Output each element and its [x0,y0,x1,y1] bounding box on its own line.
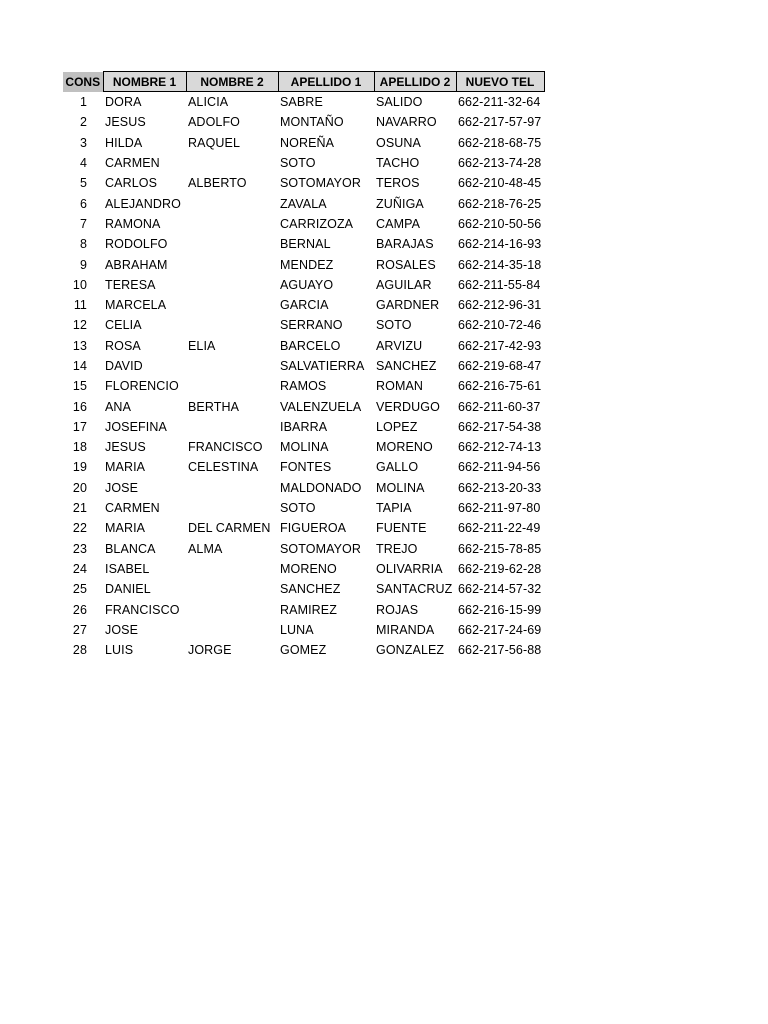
cell-nombre-1: CARMEN [105,501,160,516]
cell-apellido-2: CAMPA [376,216,421,231]
cell-nuevo-tel: 662-218-76-25 [458,196,542,211]
cell-apellido-1: SOTO [280,156,316,171]
cell-apellido-1: LUNA [280,622,314,637]
cell-cons: 18 [72,440,87,455]
cell-cons: 24 [72,561,87,576]
cell-apellido-1: BERNAL [280,237,331,252]
table-row [63,417,544,437]
cell-apellido-2: BARAJAS [376,237,434,252]
cell-apellido-2: SALIDO [376,95,423,110]
cell-nombre-2 [186,234,278,254]
cell-cons: 11 [73,298,87,313]
cell-apellido-2: OSUNA [376,135,421,150]
cell-nombre-2: ALMA [188,541,223,556]
cell-apellido-1: SOTO [280,501,316,516]
cell-nombre-1: LUIS [105,643,134,658]
table-row [63,336,544,356]
cell-apellido-2: TREJO [376,541,418,556]
cell-nuevo-tel: 662-219-68-47 [458,359,542,373]
cell-nombre-1: JOSE [105,622,139,637]
table-row [63,234,544,254]
cell-cons: 21 [72,501,87,516]
cell-cons: 1 [79,94,87,109]
table-row [63,539,544,559]
table-row [63,498,544,518]
cell-nombre-2: BERTHA [188,399,240,414]
cell-cons: 25 [72,582,87,597]
cell-cons: 26 [72,602,87,617]
cell-apellido-2: ARVIZU [376,338,423,353]
table-row [63,133,544,153]
cell-nombre-2 [186,254,278,274]
cell-nuevo-tel: 662-214-16-93 [458,237,542,252]
header-cons: CONS [63,72,103,92]
cell-nombre-1: HILDA [105,135,143,150]
cell-nuevo-tel: 662-214-57-32 [458,582,542,597]
cell-nuevo-tel: 662-218-68-75 [458,135,542,150]
table-row [63,599,544,619]
table-row [63,112,544,132]
cell-nombre-1: RODOLFO [105,237,168,252]
cell-cons: 6 [79,196,87,211]
cell-nuevo-tel: 662-214-35-18 [458,257,542,272]
cell-apellido-2: ROJAS [376,602,419,617]
cell-nuevo-tel: 662-212-96-31 [458,298,542,313]
cell-cons: 10 [72,277,87,292]
cell-nombre-1: ANA [105,399,132,414]
cell-apellido-2: ZUÑIGA [376,196,424,211]
cell-nombre-1: CELIA [105,318,142,333]
cell-nombre-1: ISABEL [105,561,150,576]
cell-nombre-2 [186,620,278,640]
cell-nombre-2: FRANCISCO [188,440,263,455]
table-row [63,254,544,274]
cell-nombre-1: DANIEL [105,582,151,597]
cell-apellido-1: RAMOS [280,379,327,394]
header-nombre-2: NOMBRE 2 [186,72,278,92]
table-row [63,518,544,538]
cell-apellido-2: LOPEZ [376,419,418,434]
table-row [63,275,544,295]
cell-apellido-2: NAVARRO [376,115,437,130]
cell-apellido-1: RAMIREZ [280,602,337,617]
cell-nombre-1: ABRAHAM [105,257,168,272]
cell-apellido-2: SOTO [376,318,412,333]
cell-nuevo-tel: 662-217-24-69 [458,622,542,637]
table-row [63,396,544,416]
cell-nuevo-tel: 662-212-74-13 [458,440,542,455]
cell-nuevo-tel: 662-210-50-56 [458,216,542,231]
table-row [63,559,544,579]
cell-nombre-1: ALEJANDRO [105,196,181,211]
cell-cons: 17 [72,419,87,434]
cell-nombre-1: JOSEFINA [105,419,167,434]
cell-nombre-1: JESUS [105,115,146,130]
cell-apellido-2: FUENTE [376,521,427,536]
cell-nombre-2: ADOLFO [188,115,240,130]
cell-apellido-2: MORENO [376,440,433,455]
cell-apellido-2: GONZALEZ [376,643,445,658]
cell-apellido-1: CARRIZOZA [280,216,354,231]
table-row [63,315,544,335]
cell-apellido-1: NOREÑA [280,135,335,150]
cell-apellido-1: MORENO [280,561,337,576]
cell-nuevo-tel: 662-211-94-56 [458,460,541,475]
cell-cons: 2 [79,115,87,130]
cell-apellido-2: TEROS [376,176,420,191]
cell-nuevo-tel: 662-211-97-80 [458,501,541,516]
cell-apellido-2: MIRANDA [376,622,435,637]
table-row [63,437,544,457]
table-row [63,92,544,113]
cell-cons: 14 [72,359,87,373]
cell-nuevo-tel: 662-217-57-97 [458,115,542,130]
cell-nombre-1: ROSA [105,338,141,353]
contacts-table [63,71,545,660]
cell-cons: 4 [79,156,87,171]
cell-nuevo-tel: 662-216-15-99 [458,602,542,617]
cell-nombre-1: MARIA [105,460,146,475]
cell-apellido-1: MENDEZ [280,257,334,272]
cell-apellido-1: GOMEZ [280,643,327,658]
cell-apellido-1: BARCELO [280,338,341,353]
cell-nombre-2 [186,275,278,295]
table-row [63,478,544,498]
table-body [63,92,544,661]
table-row [63,193,544,213]
cell-nombre-2 [186,315,278,335]
cell-nombre-2: DEL CARMEN [188,521,271,536]
cell-nuevo-tel: 662-211-32-64 [458,95,541,110]
cell-cons: 28 [72,643,87,658]
cell-cons: 15 [72,379,87,394]
cell-nombre-2: ALICIA [188,95,229,110]
cell-apellido-1: MOLINA [280,440,329,455]
cell-apellido-1: SALVATIERRA [280,359,365,373]
cell-cons: 23 [72,541,87,556]
cell-nombre-2: CELESTINA [188,460,259,475]
cell-nombre-2 [186,599,278,619]
cell-apellido-2: OLIVARRIA [376,561,443,576]
cell-nombre-1: DAVID [105,359,143,373]
cell-apellido-2: ROSALES [376,257,436,272]
cell-nombre-1: FRANCISCO [105,602,180,617]
table-row [63,214,544,234]
cell-apellido-1: MALDONADO [280,480,362,495]
cell-nombre-1: MARIA [105,521,146,536]
cell-nombre-1: FLORENCIO [105,379,179,394]
table-row [63,620,544,640]
cell-nuevo-tel: 662-216-75-61 [458,379,542,394]
cell-nombre-2 [186,478,278,498]
cell-apellido-2: VERDUGO [376,399,440,414]
cell-apellido-2: AGUILAR [376,277,432,292]
cell-nombre-2: JORGE [188,643,232,658]
header-row [63,72,544,92]
header-nombre-1: NOMBRE 1 [103,72,186,92]
header-nuevo-tel: NUEVO TEL [456,72,544,92]
cell-apellido-1: IBARRA [280,419,328,434]
cell-cons: 8 [79,237,87,252]
cell-apellido-2: TACHO [376,156,420,171]
cell-apellido-2: TAPIA [376,501,412,516]
cell-nuevo-tel: 662-213-74-28 [458,156,542,171]
cell-nuevo-tel: 662-213-20-33 [458,480,542,495]
cell-nombre-2 [186,498,278,518]
table-row [63,295,544,315]
cell-cons: 22 [72,521,87,536]
cell-cons: 27 [72,622,87,637]
cell-nombre-2 [186,214,278,234]
cell-cons: 16 [72,399,87,414]
cell-apellido-2: GALLO [376,460,419,475]
cell-apellido-1: FIGUEROA [280,521,347,536]
cell-cons: 19 [72,460,87,475]
table-row [63,640,544,660]
cell-apellido-2: MOLINA [376,480,425,495]
cell-nombre-2 [186,417,278,437]
cell-nombre-1: CARLOS [105,176,158,191]
cell-nombre-1: DORA [105,95,142,110]
cell-apellido-2: GARDNER [376,298,440,313]
cell-apellido-1: AGUAYO [280,277,334,292]
cell-nuevo-tel: 662-219-62-28 [458,561,542,576]
cell-nombre-1: JOSE [105,480,139,495]
table-row [63,376,544,396]
cell-nombre-2 [186,153,278,173]
cell-nombre-2: ELIA [188,338,216,353]
cell-nombre-1: CARMEN [105,156,160,171]
cell-nombre-2 [186,579,278,599]
cell-nombre-2 [186,376,278,396]
cell-nuevo-tel: 662-211-55-84 [458,277,541,292]
table-row [63,153,544,173]
header-apellido-1: APELLIDO 1 [278,72,374,92]
cell-nombre-2: RAQUEL [188,135,241,150]
cell-apellido-2: SANCHEZ [376,359,437,373]
cell-apellido-1: VALENZUELA [280,399,362,414]
cell-apellido-2: ROMAN [376,379,424,394]
cell-nombre-1: MARCELA [105,298,167,313]
cell-nombre-1: TERESA [105,277,156,292]
cell-nombre-1: JESUS [105,440,146,455]
cell-apellido-1: SOTOMAYOR [280,176,362,191]
cell-cons: 3 [79,135,87,150]
cell-nuevo-tel: 662-217-42-93 [458,338,542,353]
cell-nuevo-tel: 662-210-72-46 [458,318,542,333]
cell-nombre-2 [186,295,278,315]
cell-nombre-1: RAMONA [105,216,161,231]
cell-apellido-1: ZAVALA [280,196,327,211]
cell-apellido-2: SANTACRUZ [376,582,453,597]
table-row [63,173,544,193]
cell-apellido-1: SANCHEZ [280,582,341,597]
cell-cons: 20 [72,480,87,495]
cell-cons: 5 [79,176,87,191]
cell-nuevo-tel: 662-210-48-45 [458,176,542,191]
cell-apellido-1: FONTES [280,460,332,475]
cell-apellido-1: MONTAÑO [280,115,344,130]
cell-nuevo-tel: 662-217-56-88 [458,643,542,658]
cell-cons: 7 [79,216,87,231]
cell-nombre-2 [186,356,278,376]
table-row [63,579,544,599]
cell-apellido-1: SABRE [280,95,323,110]
cell-nuevo-tel: 662-217-54-38 [458,419,542,434]
cell-nombre-2 [186,559,278,579]
cell-nuevo-tel: 662-211-60-37 [458,399,541,414]
table-row [63,457,544,477]
header-apellido-2: APELLIDO 2 [374,72,456,92]
table-row [63,356,544,376]
cell-nuevo-tel: 662-215-78-85 [458,541,542,556]
cell-nombre-2 [186,193,278,213]
cell-cons: 9 [79,257,87,272]
cell-nombre-1: BLANCA [105,541,156,556]
cell-apellido-1: GARCIA [280,298,329,313]
cell-cons: 13 [72,338,87,353]
cell-apellido-1: SERRANO [280,318,343,333]
cell-cons: 12 [72,318,87,333]
cell-nombre-2: ALBERTO [188,176,247,191]
cell-apellido-1: SOTOMAYOR [280,541,362,556]
cell-nuevo-tel: 662-211-22-49 [458,521,541,536]
